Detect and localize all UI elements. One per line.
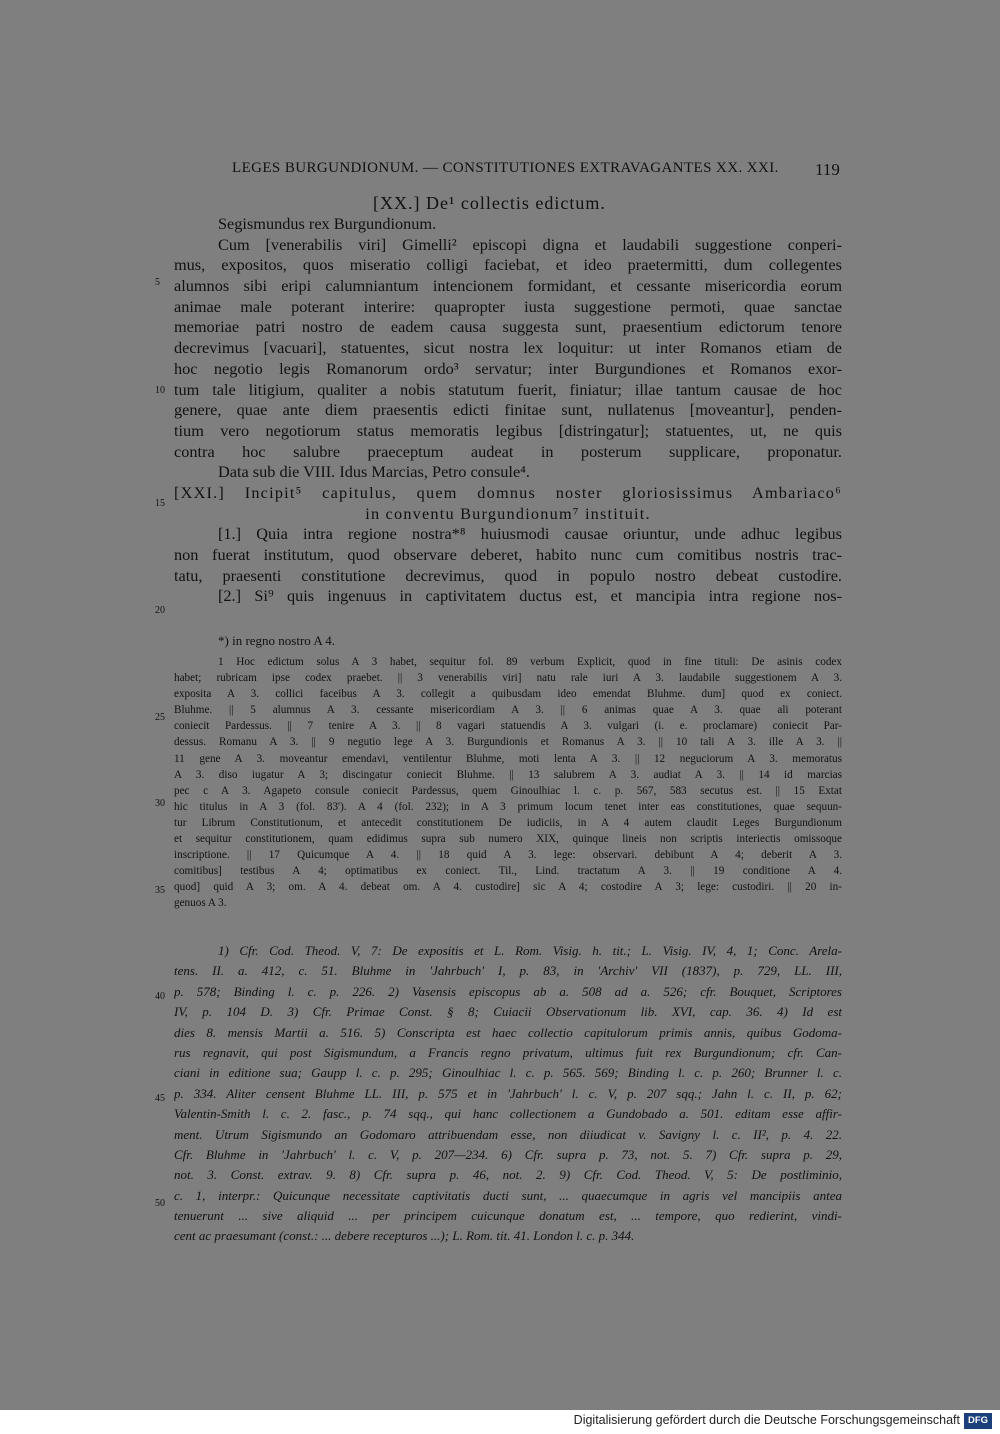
apparatus-line: hic titulus in A 3 (fol. 83'). A 4 (fol. 232); in A 3 primum locum tenet inter eas constitutiones, quae sequun- [174, 800, 842, 813]
apparatus-line: inscriptione. || 17 Quicumque A 4. || 18 quid A 3. lege: observari. debibunt A 4; deberit A 3. [174, 849, 842, 862]
section-title: [XX.] De¹ collectis edictum. [373, 193, 606, 213]
footnote-line: cent ac praesumant (const.: ... debere recepturos ...); L. Rom. tit. 41. London l. c. p. 344. [174, 1228, 635, 1244]
body-line: Segismundus rex Burgundionum. [218, 214, 437, 233]
section-title-xxi: [XXI.] Incipit⁵ capitulus, quem domnus noster gloriosissimus Ambariaco⁶ [174, 482, 842, 502]
apparatus-line: et sequitur constitutionem, quam edidimus supra sub numero XIX, quinque lineis non scriptis interiectis omissoque [174, 833, 842, 846]
body-line: mus, expositos, quos miseratio colligi faciebat, et ideo praetermitti, dum collegentes [174, 255, 842, 275]
line-number: 45 [155, 1093, 165, 1104]
body-line: hoc negotio legis Romanorum ordo³ servatur; inter Burgundiones et Romanos exor- [174, 358, 842, 378]
footnote-line: Valentin-Smith l. c. 2. fasc., p. 74 sqq., qui hanc collectionem a Gundobado a. 501. editam esse affir- [174, 1106, 842, 1122]
apparatus-line: quod] quid A 3; om. A 4. debeat om. A 4. custodire] sic A 4; costodire A 3; lege: custodiri. || 20 in- [174, 881, 842, 894]
footnote-line: rus regnavit, qui post Sigismundum, a Francis regno privatum, ultimus fuit rex Burgundionum; cfr. Can- [174, 1044, 842, 1060]
line-number: 10 [155, 385, 165, 396]
footnote-line: ciani in editione sua; Gaupp l. c. p. 295; Ginoulhiac l. c. p. 565. 569; Binding l. c. p. 260; Brunner l. c. [174, 1065, 842, 1081]
apparatus-line: tur Librum Constitutionum, et antecedit constitutionem De iudiciis, in A 4 autem claudit Leges Burgundionum [174, 816, 842, 829]
body-line: tum tale litigium, qualiter a nobis statutum fuerit, finiatur; illae tantum causae de hoc [174, 379, 842, 399]
line-number: 50 [155, 1198, 165, 1209]
body-line: decrevimus [vacuari], statuentes, sicut nostra lex loquitur: ut inter Romanos etiam de [174, 338, 842, 358]
body-line: alumnos sibi eripi calumniantum intencionem formidant, et cessante misericordia eorum [174, 276, 842, 296]
line-number: 40 [155, 991, 165, 1002]
footnotes [174, 941, 842, 1247]
line-number: 35 [155, 885, 165, 896]
line-number: 25 [155, 712, 165, 723]
apparatus-line: comitibus] testibus A 4; optimatibus ex coniect. Til., Lind. tractatum A 3. || 19 conditione A 4. [174, 865, 842, 878]
body-line: contra hoc salubre praeceptum audeat in posterum supplicare, proponatur. [174, 441, 842, 461]
footnote-line: p. 334. Aliter censent Bluhme LL. III, p. 575 et in 'Jahrbuch' l. c. V, p. 207 sqq.; Jahn l. c. II, p. 62; [174, 1085, 842, 1101]
footnote-line: c. 1, interpr.: Quicunque necessitate captivitatis ducti sunt, ... quaecumque in agris vel mancipiis antea [174, 1187, 842, 1203]
body-line: genere, quae ante diem praesentis edicti finitae sunt, nullatenus [moveantur], penden- [174, 400, 842, 420]
footnote-line: dies 8. mensis Martii a. 516. 5) Conscripta est haec collectio capitulorum primis annis, quibus Godoma- [174, 1024, 842, 1040]
body-line: [1.] Quia intra regione nostra*⁸ huiusmodi causae oriuntur, unde adhuc legibus [218, 524, 842, 544]
line-number: 30 [155, 798, 165, 809]
apparatus-line: genuos A 3. [174, 897, 227, 910]
line-number: 20 [155, 605, 165, 616]
footnote-line: tenuerunt ... sive aliquid ... per principem cuicunque donatum est, ... tempore, quo redierint, vindi- [174, 1208, 842, 1224]
dfg-logo: DFG [964, 1413, 992, 1429]
footnote-line: p. 578; Binding l. c. p. 226. 2) Vasensis episcopus ab a. 508 ad a. 526; cfr. Bouquet, Scriptores [174, 983, 842, 999]
apparatus-line: pec c A 3. Agapeto consule coniecit Pardessus, quem Ginoulhiac l. c. p. 567, 583 secutus est. || 15 Extat [174, 784, 842, 797]
body-line: animae male poterant interire: quapropter iusta suggestione permoti, quae sanctae [174, 296, 842, 316]
apparatus-line: 11 gene A 3. moveantur emendavi, ventilentur Bluhme, moti lenta A 3. || 12 neguciorum A 3. memoratus [174, 752, 842, 765]
running-head: LEGES BURGUNDIONUM. — CONSTITUTIONES EXTRAVAGANTES XX. XXI. [232, 160, 779, 176]
footnote-line: Cfr. Bluhme in 'Jahrbuch' l. c. V, p. 207—234. 6) Cfr. supra p. 73, not. 5. 7) Cfr. supra p. 29, [174, 1146, 842, 1162]
footnote-line: 1) Cfr. Cod. Theod. V, 7: De expositis et L. Rom. Visig. h. tit.; L. Visig. IV, 4, 1; Conc. Arela- [218, 943, 842, 958]
line-number: 15 [155, 498, 165, 509]
line-number: 5 [155, 277, 160, 288]
body-line: memoriae patri nostro de eadem causa suggesta sunt, praesentium edictorum tenore [174, 317, 842, 337]
footnote-line: IV, p. 104 D. 3) Cfr. Primae Const. § 8; Cuiacii Observationum lib. XVI, cap. 36. 4) Id est [174, 1004, 842, 1020]
footnote-line: not. 3. Const. extrav. 9. 8) Cfr. supra p. 46, not. 2. 9) Cfr. Cod. Theod. V, 5: De postliminio, [174, 1167, 842, 1183]
body-line: Cum [venerabilis viri] Gimelli² episcopi digna et laudabili suggestione conperi- [218, 234, 842, 254]
funding-credit: Digitalisierung gefördert durch die Deutsche Forschungsgemeinschaft [573, 1413, 960, 1427]
footnote-line: ment. Utrum Sigismundo an Godomaro attribuendam esse, non diiudicat v. Savigny l. c. II², p. 4. 22. [174, 1126, 842, 1142]
body-line: tatu, praesenti constitutione decrevimus, quod in populo nostro debeat custodire. [174, 565, 842, 585]
star-note: *) in regno nostro A 4. [218, 633, 335, 648]
section-title-xxi-cont: in conventu Burgundionum⁷ instituit. [365, 503, 651, 523]
apparatus-line: 1 Hoc edictum solus A 3 habet, sequitur fol. 89 verbum Explicit, quod in fine tituli: De asinis codex [218, 656, 842, 668]
apparatus-line: coniecit Pardessus. || 7 tenire A 3. || 8 vagari statuendis A 3. vulgari (i. e. proclamare) coniecit Par- [174, 720, 842, 733]
body-text [174, 214, 842, 607]
apparatus-line: A 3. diso iugatur A 3; discingatur coniecit Bluhme. || 13 salubrem A 3. audiat A 3. || 14 id marcias [174, 768, 842, 781]
apparatus-line: habet; rubricam ipse codex praebet. || 3 venerabilis viri] natu rale iuri A 3. laudabile suggestionem A 3. [174, 672, 842, 685]
page-number: 119 [815, 160, 840, 179]
apparatus-line: dessus. Romanu A 3. || 9 negutio lege A 3. Burgundionis et Romanus A 3. || 10 tali A 3. ille A 3. || [174, 736, 842, 749]
critical-apparatus [174, 654, 842, 912]
body-line: non fuerat institutum, quod observare deberet, habito nunc cum comitibus nostris trac- [174, 545, 842, 564]
body-line: Data sub die VIII. Idus Marcias, Petro consule⁴. [218, 462, 530, 482]
footnote-line: tens. II. a. 412, c. 51. Bluhme in 'Jahrbuch' I, p. 83, in 'Archiv' VII (1837), p. 729, LL. III, [174, 963, 842, 979]
apparatus-line: exposita A 3. collici faceibus A 3. collegit a quibusdam ideo emendat Bluhme. dum] quod ex coniect. [174, 688, 842, 701]
body-line: tium vero negotiorum status memoratis legibus [distringatur]; statuentes, ut, ne quis [174, 420, 842, 440]
body-line: [2.] Si⁹ quis ingenuus in captivitatem ductus est, et mancipia intra regione nos- [218, 586, 842, 606]
apparatus-line: Bluhme. || 5 alumnus A 3. cessante misericordiam A 3. || 6 animas quae A 3. quae ali poterant [174, 704, 842, 717]
